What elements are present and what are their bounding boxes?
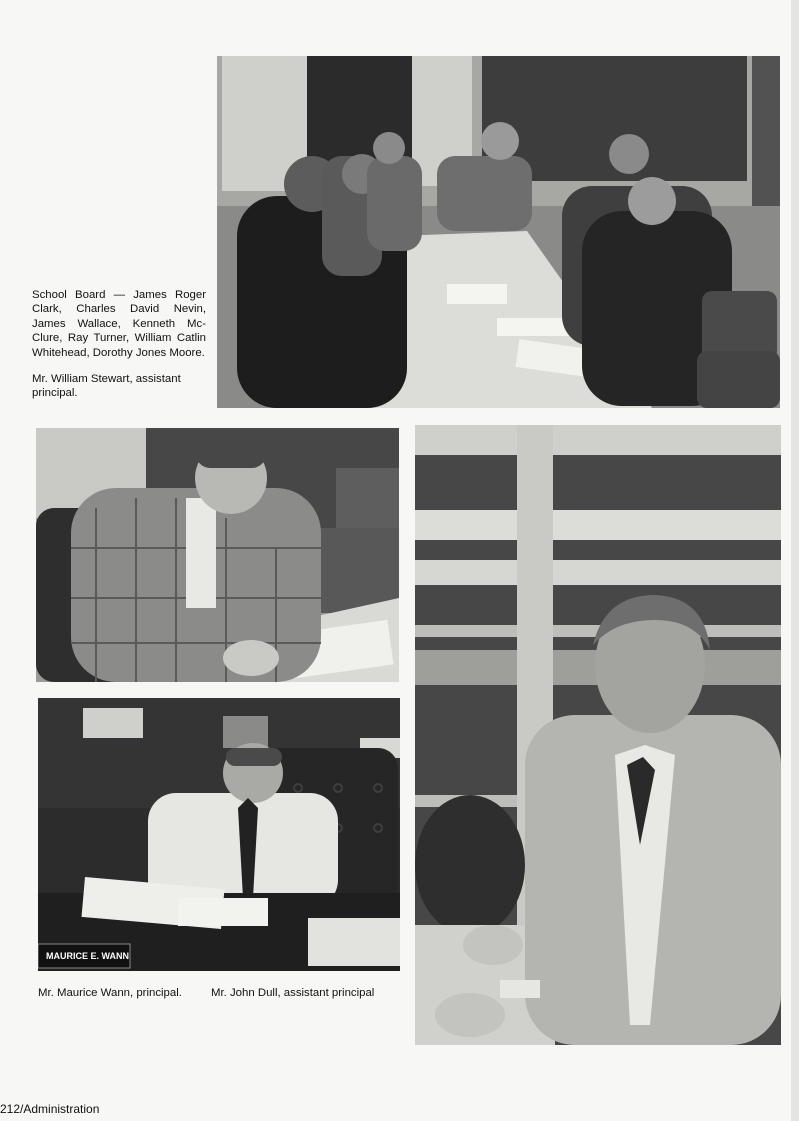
page-edge xyxy=(791,0,799,1121)
school-board-caption: School Board — James Roger Clark, Charles David Nevin, James Wallace, Kenneth Mc-Clure, Ray Turner, William Catlin Whitehead, Dorothy Jones Moore. xyxy=(32,289,206,359)
caption-block xyxy=(32,288,206,413)
wann-photo xyxy=(38,698,400,971)
nameplate-text: MAURICE E. WANN xyxy=(46,951,129,961)
dull-photo xyxy=(415,425,781,1045)
stewart-caption: Mr. William Stewart, assistant principal. xyxy=(32,373,181,400)
school-board-photo xyxy=(217,56,780,408)
dull-caption: Mr. John Dull, assistant principal xyxy=(211,987,375,999)
page-footer: 212/Administration xyxy=(0,1102,100,1116)
stewart-photo xyxy=(36,428,399,682)
wann-caption: Mr. Maurice Wann, principal. xyxy=(38,987,182,999)
